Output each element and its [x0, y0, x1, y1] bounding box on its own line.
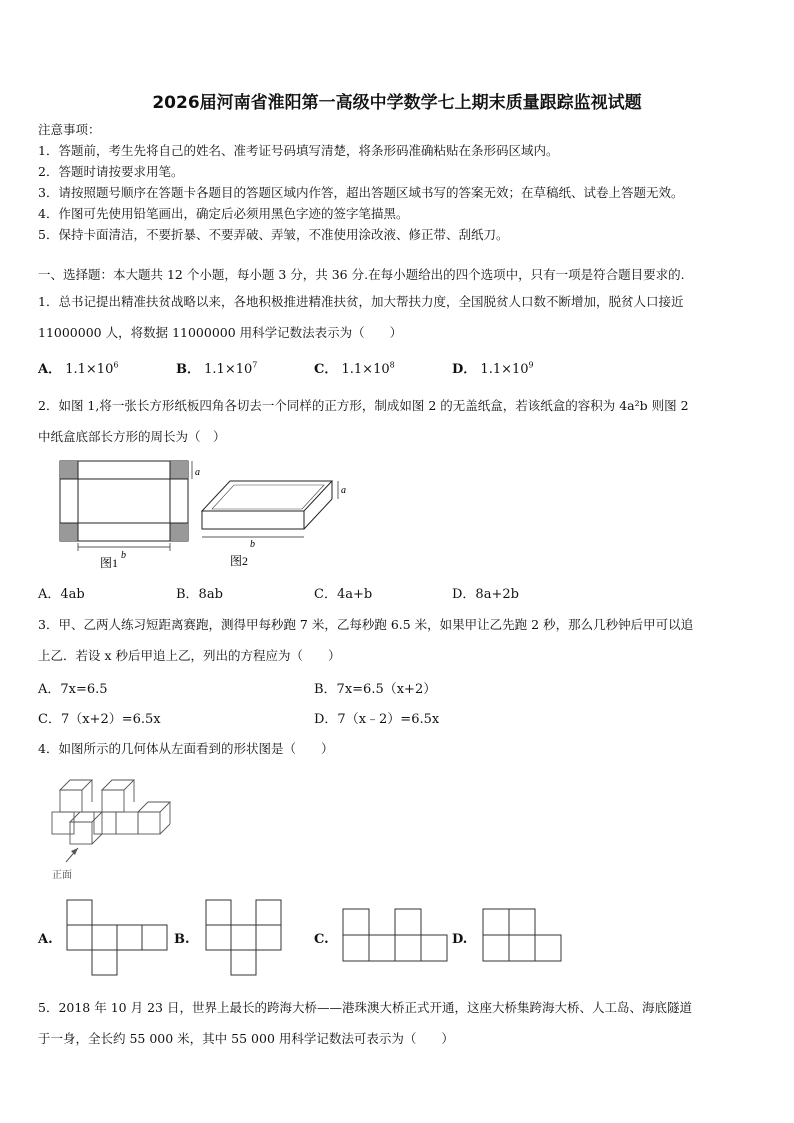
question-1-text: 1．总书记提出精准扶贫战略以来，各地积极推进精准扶贫，加大帮扶力度，全国脱贫人口数不断增加，脱贫人口接近	[38, 294, 684, 309]
q4-solid-figure	[44, 768, 174, 883]
q3-option-b[interactable]: B．7x=6.5（x+2）	[314, 682, 437, 697]
question-5-text: 5．2018 年 10 月 23 日，世界上最长的跨海大桥——港珠澳大桥正式开通，这座大桥集跨海大桥、人工岛、海底隧道	[38, 1000, 692, 1015]
front-view-label: 正面	[52, 870, 72, 881]
q3-option-c[interactable]: C．7（x+2）=6.5x	[38, 712, 161, 727]
question-4-text: 4．如图所示的几何体从左面看到的形状图是（ ）	[38, 741, 334, 756]
figure-2-box	[202, 481, 338, 537]
q4-option-a-label[interactable]: A.	[38, 932, 53, 947]
fig2-dim-a: a	[341, 485, 346, 496]
q4-option-c-figure[interactable]	[342, 908, 448, 962]
figure-2-caption: 图2	[230, 554, 249, 568]
notice-item: 2．答题时请按要求用笔。	[38, 164, 184, 179]
q2-figures	[52, 455, 362, 575]
q3-option-a[interactable]: A．7x=6.5	[38, 682, 108, 697]
q4-option-c-label[interactable]: C.	[314, 932, 329, 947]
q4-option-d-label[interactable]: D.	[452, 932, 468, 947]
page-title: 2026届河南省淮阳第一高级中学数学七上期末质量跟踪监视试题	[152, 93, 642, 113]
figure-1-caption: 图1	[100, 556, 119, 570]
fig2-dim-b: b	[250, 539, 255, 550]
question-1-text-2: 11000000 人，将数据 11000000 用科学记数法表示为（ ）	[38, 325, 403, 340]
q1-option-b[interactable]: B． $1.1\times 10^7$	[176, 360, 258, 377]
q4-option-b-label[interactable]: B.	[174, 932, 190, 947]
q1-option-d[interactable]: D． $1.1\times 10^9$	[452, 360, 534, 377]
q1-option-c[interactable]: C． $1.1\times 10^8$	[314, 360, 395, 377]
q2-option-d[interactable]: D．8a+2b	[452, 587, 519, 602]
q1-option-a[interactable]: A． $1.1\times 10^6$	[38, 360, 119, 377]
q2-option-a[interactable]: A．4ab	[38, 587, 85, 602]
notice-item: 5．保持卡面清洁，不要折暴、不要弄破、弄皱，不准使用涂改液、修正带、刮纸刀。	[38, 227, 509, 242]
notice-heading: 注意事项：	[38, 122, 101, 137]
question-2-text: 2．如图 1,将一张长方形纸板四角各切去一个同样的正方形，制成如图 2 的无盖纸盒，若该纸盒的容积为 4a²b 则图 2	[38, 398, 689, 413]
question-2-text-2: 中纸盒底部长方形的周长为（ ）	[38, 429, 226, 444]
q4-option-b-figure[interactable]	[205, 899, 283, 979]
q4-option-d-figure[interactable]	[482, 908, 562, 962]
q2-option-c[interactable]: C．4a+b	[314, 587, 373, 602]
figure-1-sheet	[60, 461, 192, 551]
section-heading: 一、选择题：本大题共 12 个小题，每小题 3 分，共 36 分.在每小题给出的四个选项中，只有一项是符合题目要求的.	[38, 267, 685, 282]
question-3-text-2: 上乙．若设 x 秒后甲追上乙，列出的方程应为（ ）	[38, 648, 341, 663]
notice-item: 4．作图可先使用铅笔画出，确定后必须用黑色字迹的签字笔描黑。	[38, 206, 409, 221]
q3-option-d[interactable]: D．7（x﹣2）=6.5x	[314, 712, 440, 727]
q4-option-a-figure[interactable]	[66, 899, 168, 979]
question-5-text-2: 于一身，全长约 55 000 米，其中 55 000 用科学记数法可表示为（ ）	[38, 1031, 454, 1046]
fig1-dim-b: b	[121, 550, 126, 561]
question-3-text: 3．甲、乙两人练习短距离赛跑，测得甲每秒跑 7 米，乙每秒跑 6.5 米，如果甲让乙先跑 2 秒，那么几秒钟后甲可以追	[38, 617, 694, 632]
fig1-dim-a: a	[195, 467, 200, 478]
notice-item: 1．答题前，考生先将自己的姓名、准考证号码填写清楚，将条形码准确粘贴在条形码区域内。	[38, 143, 559, 158]
q2-option-b[interactable]: B．8ab	[176, 587, 223, 602]
notice-item: 3．请按照题号顺序在答题卡各题目的答题区域内作答，超出答题区域书写的答案无效；在草稿纸、试卷上答题无效。	[38, 185, 684, 200]
